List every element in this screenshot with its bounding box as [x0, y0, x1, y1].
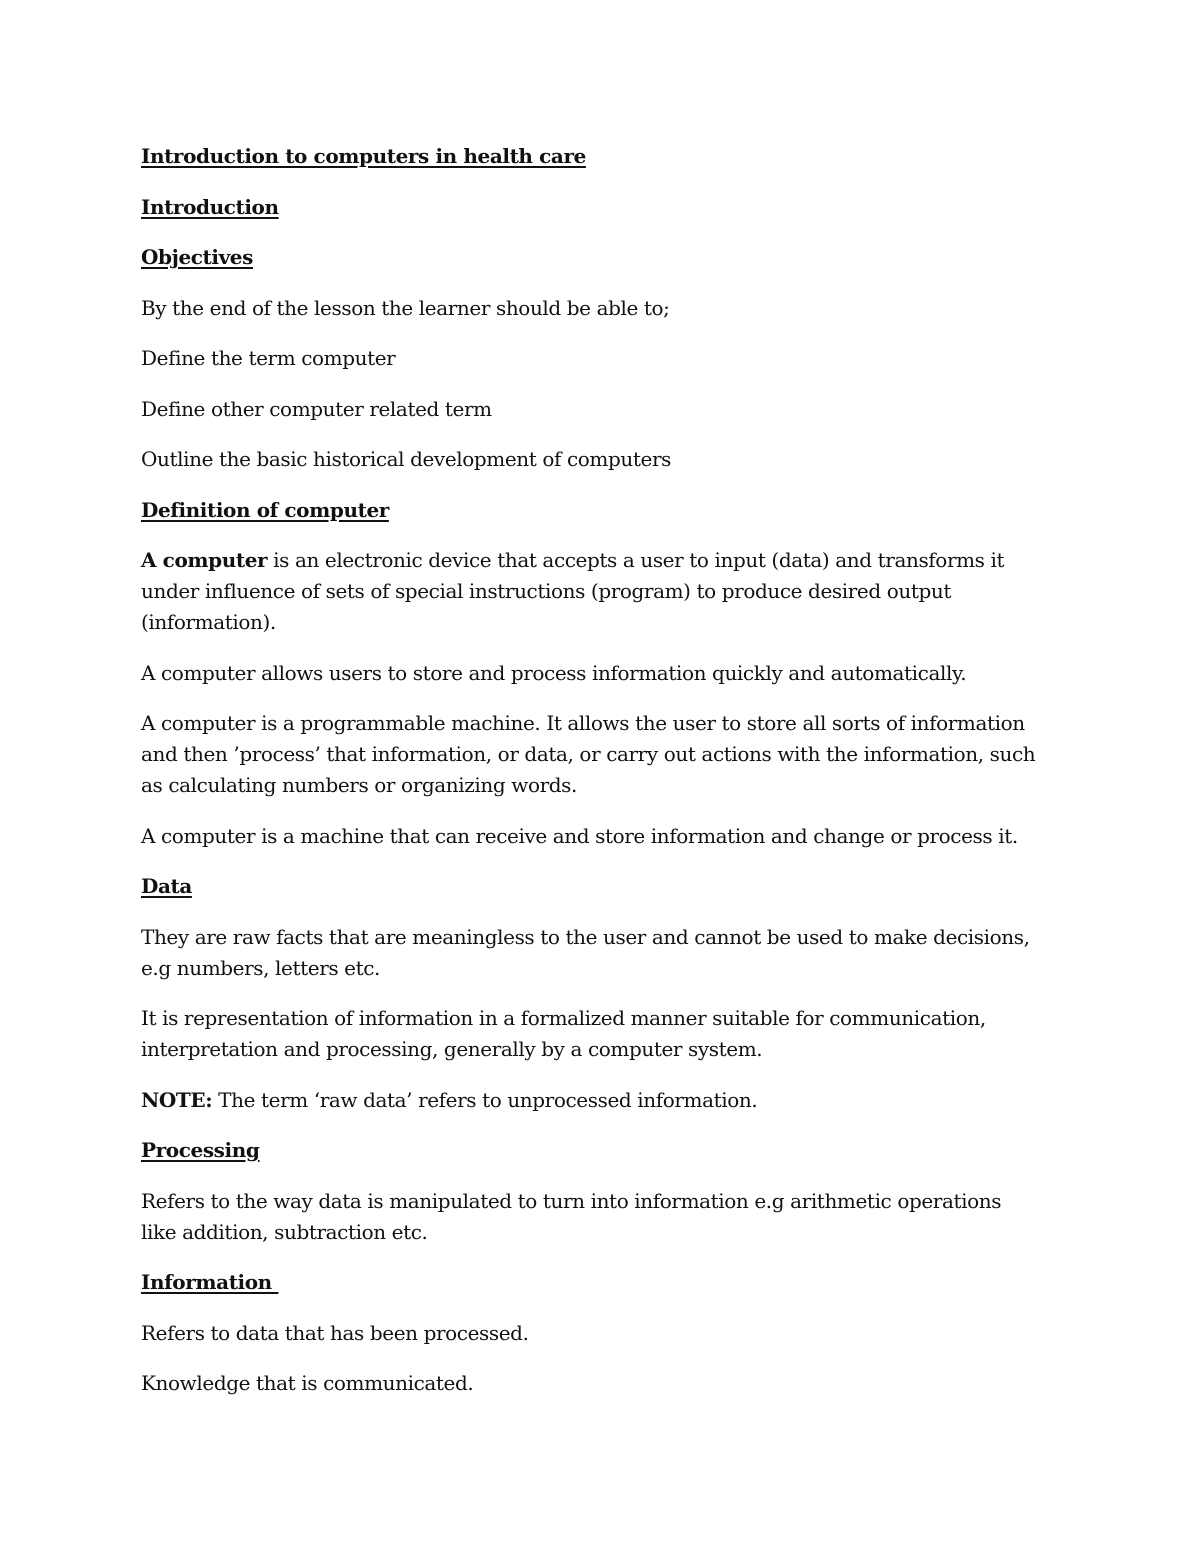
objective-item: Define other computer related term: [141, 396, 492, 421]
definition-paragraph-1-text: is an electronic device that accepts a user to input (data) and transforms it under influence of sets of special instructions (program) to produce desired output (information).: [141, 548, 1005, 634]
note-label: NOTE:: [141, 1087, 213, 1112]
data-note: [141, 1085, 1041, 1116]
data-paragraph-2: It is representation of information in a formalized manner suitable for communication, interpretation and processing, generally by a computer system.: [141, 1006, 986, 1061]
definition-paragraph-4: A computer is a machine that can receive and store information and change or process it.: [141, 823, 1018, 848]
information-heading: Information: [141, 1270, 279, 1294]
definition-paragraph-2: A computer allows users to store and process information quickly and automatically.: [141, 660, 967, 685]
document-title: Introduction to computers in health care: [141, 144, 586, 168]
note-text: The term ‘raw data’ refers to unprocessed information.: [212, 1087, 758, 1112]
objective-item: Outline the basic historical development of computers: [141, 447, 671, 471]
definition-paragraph-3: A computer is a programmable machine. It allows the user to store all sorts of information and then ’process’ that information, or data, or carry out actions with the information, such as calculating numbers or organizing words.: [141, 711, 1036, 797]
data-heading: Data: [141, 874, 192, 898]
definition-heading: Definition of computer: [141, 497, 389, 522]
information-paragraph-2: Knowledge that is communicated.: [141, 1371, 474, 1395]
processing-heading: Processing: [141, 1138, 260, 1162]
objectives-heading: Objectives: [141, 245, 253, 269]
objective-item: Define the term computer: [141, 346, 396, 370]
document-body: [141, 141, 1041, 1419]
data-paragraph-1: They are raw facts that are meaningless to the user and cannot be used to make decisions, e.g numbers, letters etc.: [141, 924, 1030, 980]
introduction-heading: Introduction: [141, 194, 279, 219]
definition-paragraph-1: [141, 545, 1041, 638]
objectives-intro: By the end of the lesson the learner should be able to;: [141, 295, 670, 320]
definition-lead-term: A computer: [141, 548, 268, 572]
information-paragraph-1: Refers to data that has been processed.: [141, 1320, 529, 1345]
processing-paragraph-1: Refers to the way data is manipulated to turn into information e.g arithmetic operations like addition, subtraction etc.: [141, 1188, 1002, 1244]
